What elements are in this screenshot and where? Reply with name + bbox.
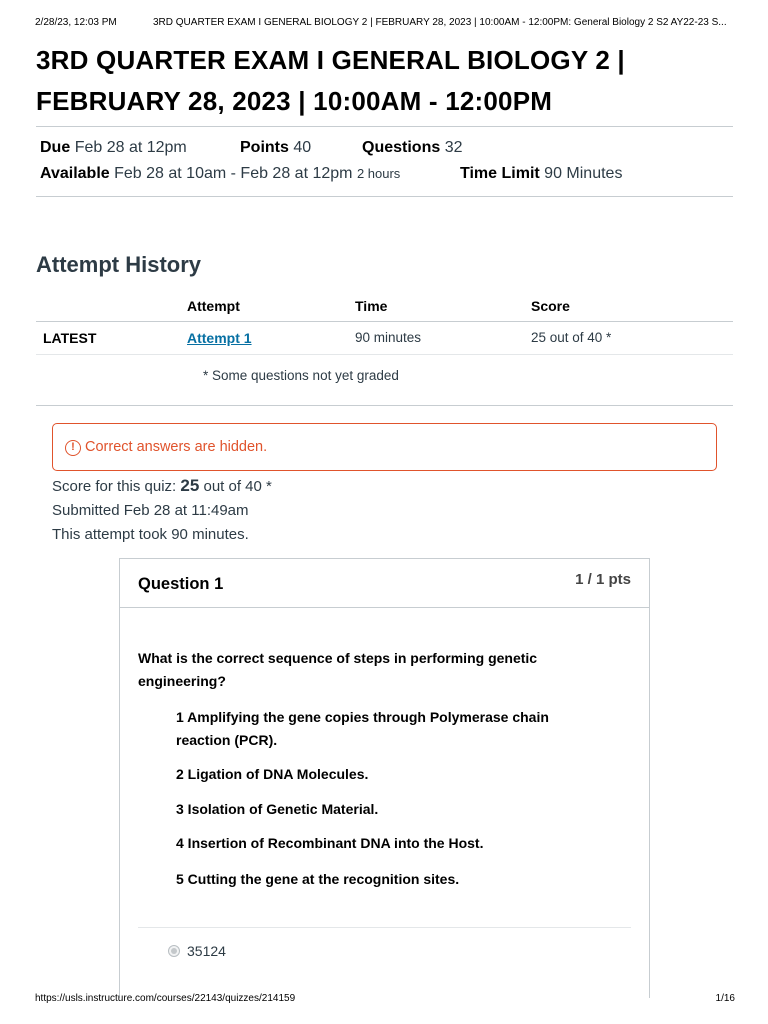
due-value: Feb 28 at 12pm — [74, 139, 187, 156]
question-points: 1 / 1 pts — [575, 571, 631, 588]
score-prefix: Score for this quiz: — [52, 478, 177, 495]
print-date: 2/28/23, 12:03 PM — [35, 17, 117, 28]
row-label-latest: LATEST — [43, 330, 97, 346]
score-line — [52, 474, 272, 499]
warning-circle-icon: ! — [65, 440, 81, 456]
column-header-score: Score — [531, 298, 570, 314]
attempt-history-heading: Attempt History — [36, 252, 202, 277]
question-card — [119, 558, 650, 998]
points-value: 40 — [293, 139, 312, 156]
question-text: What is the correct sequence of steps in performing genetic engineering? — [138, 650, 538, 689]
question-header — [120, 559, 649, 608]
radio-button-icon — [168, 945, 180, 957]
submitted-line: Submitted Feb 28 at 11:49am — [52, 502, 249, 519]
due-label: Due — [40, 139, 71, 156]
print-title: 3RD QUARTER EXAM I GENERAL BIOLOGY 2 | FEBRUARY 28, 2023 | 10:00AM - 12:00PM: General Biology 2 S2 AY22-23 S... — [153, 17, 727, 28]
attempt-time: 90 minutes — [355, 330, 422, 345]
question-step: 3 Isolation of Genetic Material. — [176, 801, 379, 817]
question-step: 4 Insertion of Recombinant DNA into the Host. — [176, 835, 484, 851]
column-header-attempt: Attempt — [187, 298, 240, 314]
quiz-result-summary — [52, 474, 272, 547]
available-value: Feb 28 at 10am - Feb 28 at 12pm — [114, 165, 353, 182]
duration-line: This attempt took 90 minutes. — [52, 526, 249, 543]
attempt-1-link[interactable]: Attempt 1 — [187, 330, 252, 346]
answer-text: 35124 — [187, 943, 226, 959]
alert-text: Correct answers are hidden. — [85, 439, 268, 455]
time-limit-value: 90 Minutes — [544, 165, 623, 182]
available-duration: 2 hours — [356, 166, 401, 181]
attempt-score: 25 out of 40 * — [531, 330, 612, 345]
answers-hidden-alert — [52, 423, 717, 471]
questions-label: Questions — [362, 139, 441, 156]
print-header — [35, 17, 738, 28]
time-limit-label: Time Limit — [460, 165, 540, 182]
divider — [36, 126, 733, 127]
question-title: Question 1 — [138, 575, 224, 593]
print-url: https://usls.instructure.com/courses/22143/quizzes/214159 — [35, 993, 296, 1004]
table-row — [36, 322, 733, 354]
table-header-row — [36, 292, 733, 321]
divider — [36, 354, 733, 355]
page-title: 3RD QUARTER EXAM I GENERAL BIOLOGY 2 | FEBRUARY 28, 2023 | 10:00AM - 12:00PM — [36, 45, 625, 116]
question-step: 5 Cutting the gene at the recognition sites. — [176, 871, 460, 887]
question-step: 1 Amplifying the gene copies through Polymerase chain reaction (PCR). — [176, 709, 549, 748]
answer-option — [168, 943, 226, 959]
points-label: Points — [240, 139, 289, 156]
questions-value: 32 — [444, 139, 463, 156]
score-value: 25 — [180, 476, 200, 495]
divider — [138, 927, 631, 928]
attempt-history-table — [36, 292, 733, 355]
page-number: 1/16 — [715, 993, 735, 1004]
question-step: 2 Ligation of DNA Molecules. — [176, 766, 369, 782]
score-suffix: out of 40 * — [203, 478, 272, 495]
divider — [36, 405, 733, 406]
divider — [36, 196, 733, 197]
available-label: Available — [40, 165, 110, 182]
quiz-details-row-2 — [40, 165, 730, 185]
grading-note: * Some questions not yet graded — [203, 368, 399, 383]
quiz-details-row-1 — [40, 139, 730, 159]
column-header-time: Time — [355, 298, 388, 314]
print-footer — [35, 993, 735, 1004]
